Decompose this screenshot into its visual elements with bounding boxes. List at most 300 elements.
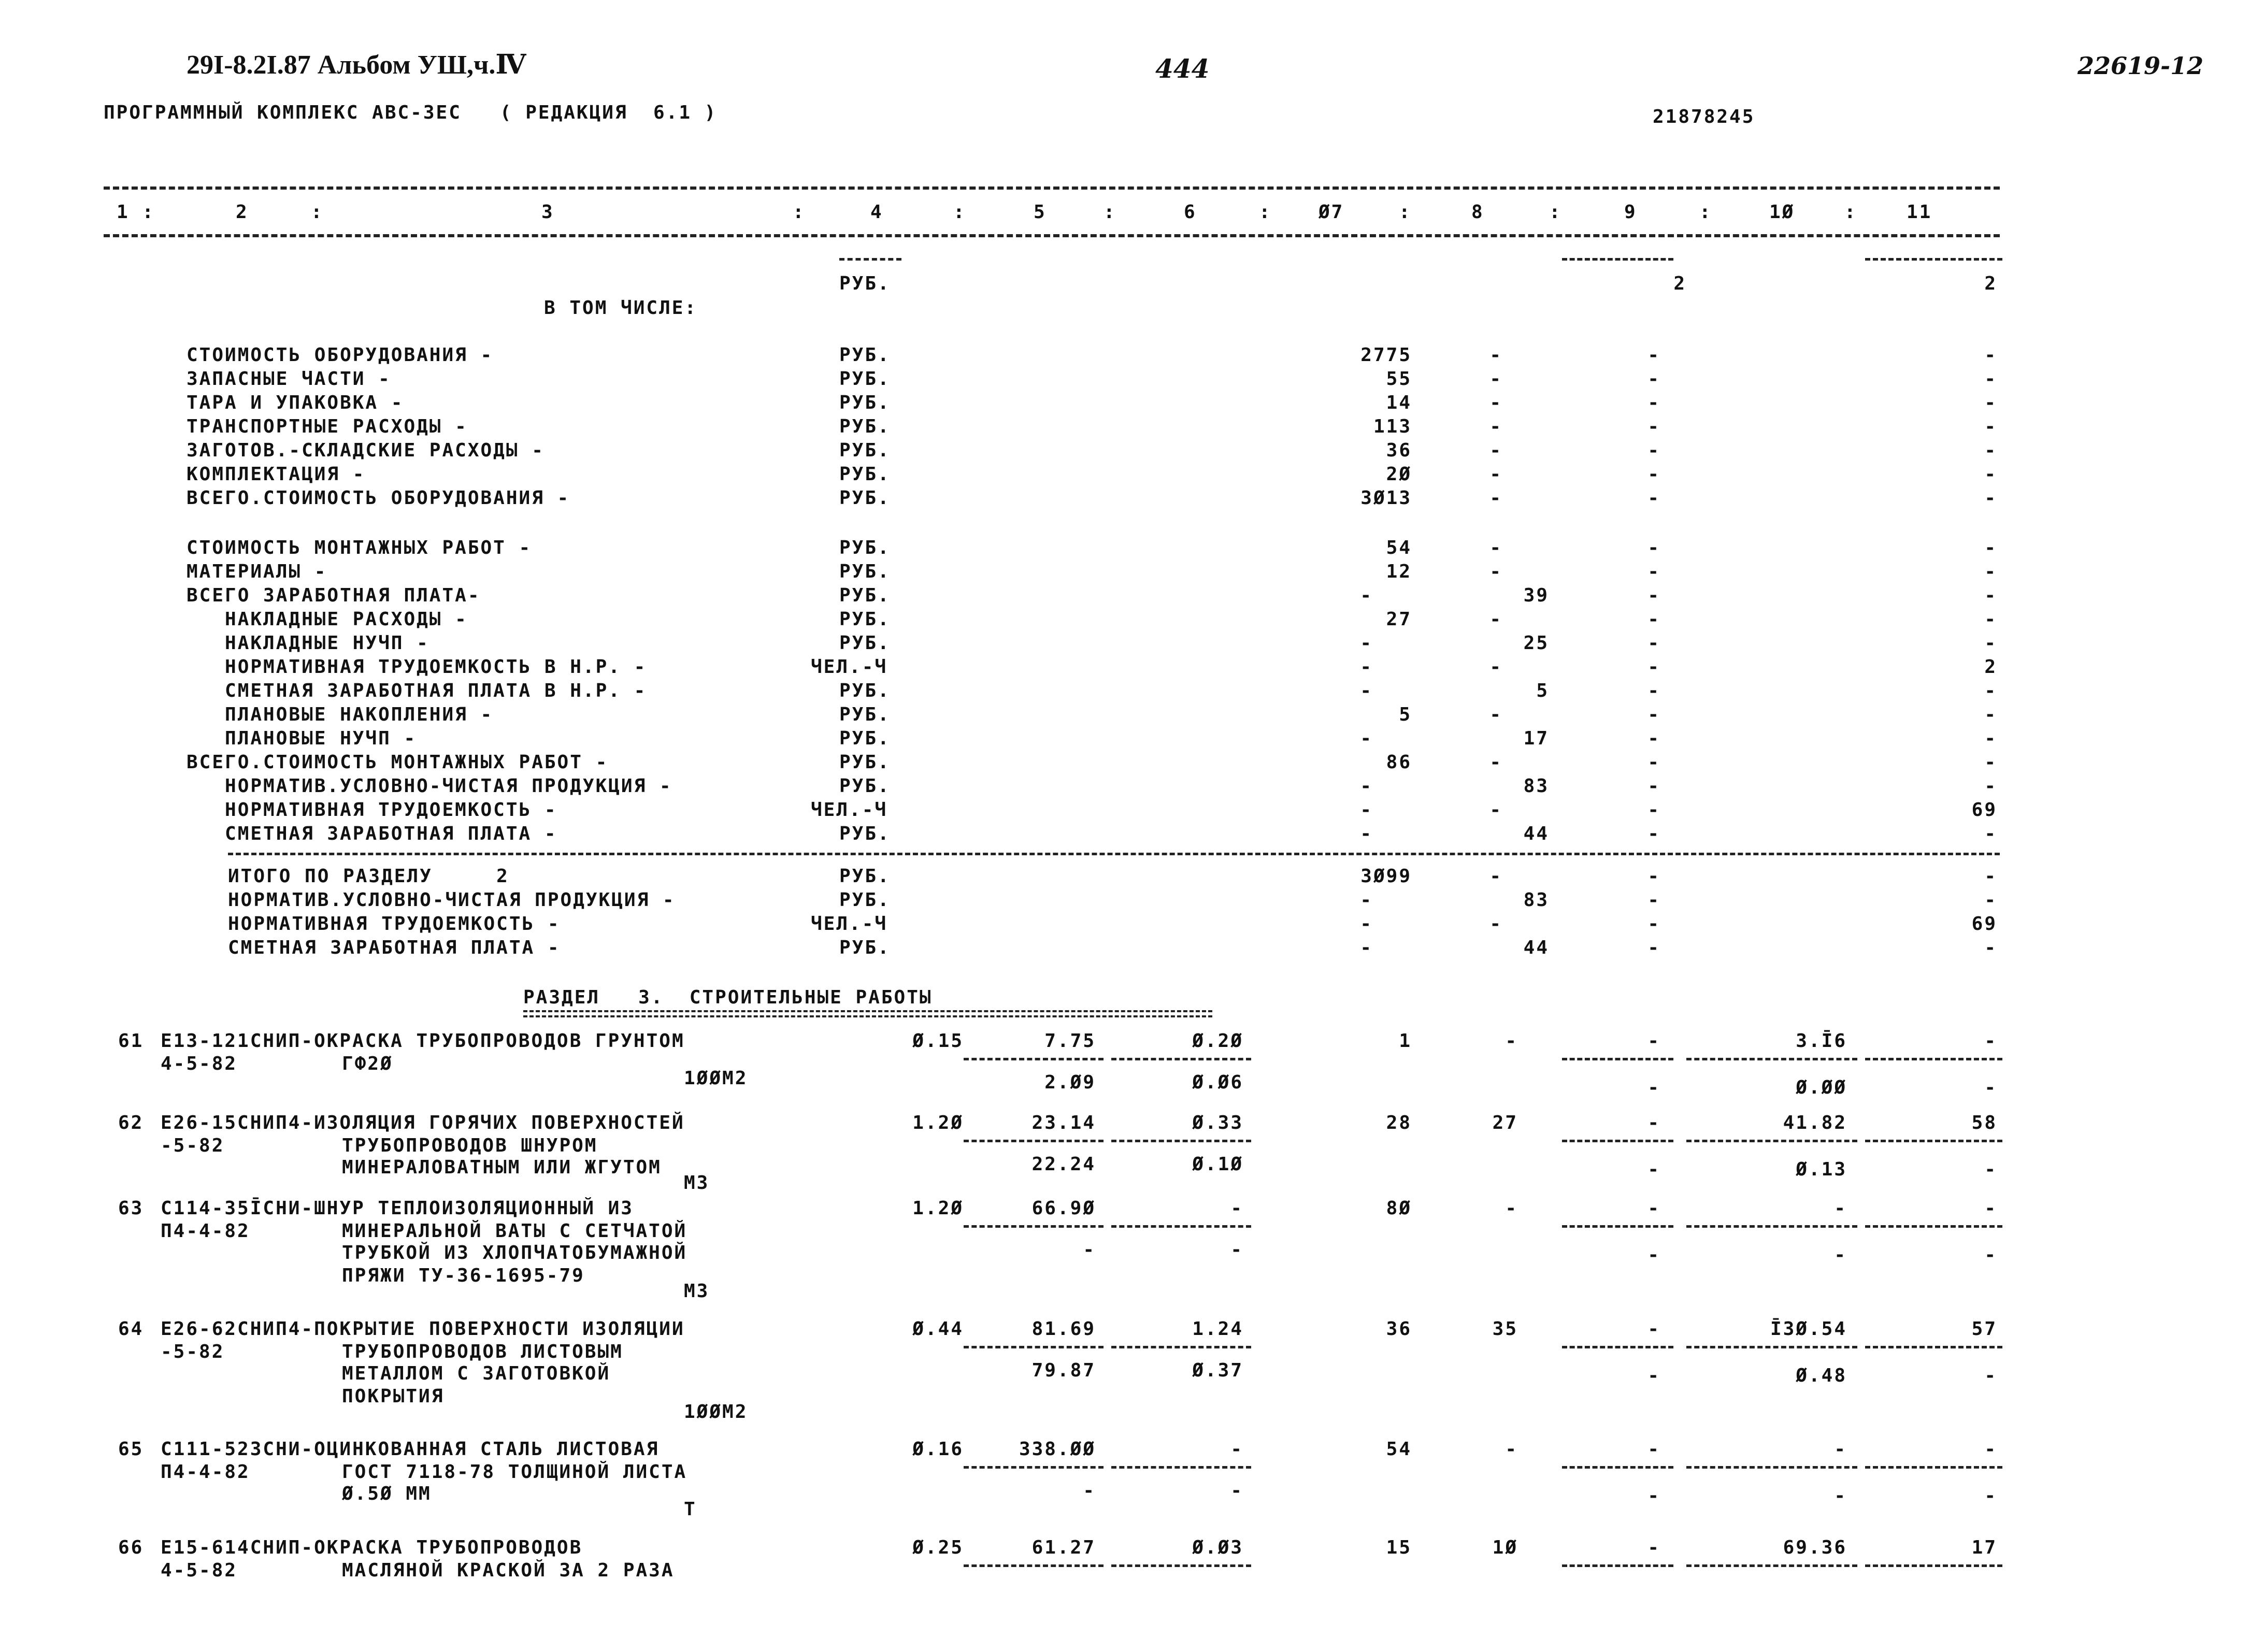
item-col7: 15 (1386, 1537, 1412, 1558)
item-description: ГОСТ 7118-78 ТОЛЩИНОЙ ЛИСТА (342, 1461, 687, 1483)
summary-col9: - (1647, 416, 1660, 437)
summary-unit: РУБ. (839, 823, 891, 844)
summary-col8: - (1489, 704, 1502, 725)
item-rule-col6 (1111, 1346, 1251, 1348)
column-header-cell: : (1399, 202, 1412, 223)
summary-unit: РУБ. (839, 344, 891, 366)
item-col6: Ø.33 (1192, 1112, 1243, 1133)
item-col5-sub: - (1083, 1239, 1096, 1260)
summary-col7: 27 (1386, 609, 1412, 630)
item-col10: Ī3Ø.54 (1770, 1318, 1847, 1340)
item-unit: Т (684, 1499, 697, 1520)
column-header-cell: : (1549, 202, 1562, 223)
item-col7: 8Ø (1386, 1198, 1412, 1219)
item-col7: 28 (1386, 1112, 1412, 1133)
item-col5: 338.ØØ (1019, 1439, 1096, 1460)
summary-unit: РУБ. (839, 752, 891, 773)
summary-col8: - (1489, 866, 1502, 887)
col9-rule (1562, 258, 1673, 261)
summary-col7: - (1360, 799, 1373, 821)
summary-label: ВСЕГО ЗАРАБОТНАЯ ПЛАТА- (187, 585, 481, 606)
item-col6-sub: Ø.1Ø (1192, 1154, 1243, 1175)
summary-col7: 113 (1373, 416, 1412, 437)
item-col9-sub: - (1647, 1159, 1660, 1180)
summary-label: ТАРА И УПАКОВКА - (187, 392, 404, 413)
item-rule-col10 (1686, 1346, 1857, 1348)
section3-title: РАЗДЕЛ 3. СТРОИТЕЛЬНЫЕ РАБОТЫ (523, 987, 933, 1008)
item-col8: - (1505, 1439, 1518, 1460)
summary-unit: РУБ. (839, 440, 891, 461)
summary-col9: - (1647, 537, 1660, 558)
summary-col8: 5 (1536, 680, 1549, 701)
summary-col11: - (1984, 585, 1997, 606)
summary-col7: - (1360, 823, 1373, 844)
item-title: Е26-62СНИП4-ПОКРЫТИЕ ПОВЕРХНОСТИ ИЗОЛЯЦИИ (161, 1318, 685, 1340)
item-description: МИНЕРАЛЬНОЙ ВАТЫ С СЕТЧАТОЙ (342, 1220, 687, 1242)
item-col10: 41.82 (1783, 1112, 1847, 1133)
summary-col7: 2Ø (1386, 464, 1412, 485)
summary-col11: - (1984, 561, 1997, 582)
item-col4: Ø.25 (912, 1537, 964, 1558)
summary-unit: РУБ. (839, 416, 891, 437)
document-id: 21878245 (1653, 106, 1755, 127)
item-rule-col6 (1111, 1140, 1251, 1142)
summary-label: МАТЕРИАЛЫ - (187, 561, 327, 582)
summary-col8: - (1489, 368, 1502, 390)
item-rule-col5 (964, 1466, 1104, 1469)
summary-col9: - (1647, 823, 1660, 844)
summary-col9: - (1647, 704, 1660, 725)
summary-col11: 69 (1971, 799, 1997, 821)
archive-stamp: 22619-12 (2077, 52, 2204, 80)
item-col4: Ø.15 (912, 1030, 964, 1052)
summary-col11: 69 (1971, 913, 1997, 935)
item-col8: 27 (1492, 1112, 1518, 1133)
item-col10: - (1834, 1439, 1847, 1460)
summary-col9: - (1647, 799, 1660, 821)
summary-unit: ЧЕЛ.-Ч (811, 913, 888, 935)
summary-col8: - (1489, 344, 1502, 366)
summary-col7: 55 (1386, 368, 1412, 390)
column-header-cell: 9 (1624, 202, 1637, 223)
item-description: ТРУБКОЙ ИЗ ХЛОПЧАТОБУМАЖНОЙ (342, 1242, 687, 1263)
item-col5-sub: - (1083, 1480, 1096, 1501)
summary-label: ВСЕГО.СТОИМОСТЬ ОБОРУДОВАНИЯ - (187, 487, 570, 509)
item-title: Е15-614СНИП-ОКРАСКА ТРУБОПРОВОДОВ (161, 1537, 583, 1558)
page-number: 444 (1155, 53, 1210, 84)
summary-col7: - (1360, 680, 1373, 701)
summary-col11: - (1984, 537, 1997, 558)
summary-unit: ЧЕЛ.-Ч (811, 656, 888, 678)
item-description: МИНЕРАЛОВАТНЫМ ИЛИ ЖГУТОМ (342, 1157, 662, 1178)
summary-label: КОМПЛЕКТАЦИЯ - (187, 464, 366, 485)
summary-col11: - (1984, 392, 1997, 413)
summary-col9: - (1647, 368, 1660, 390)
item-rule-col11 (1865, 1346, 2002, 1348)
item-col11: - (1984, 1439, 1997, 1460)
summary-unit: РУБ. (839, 633, 891, 654)
column-header-cell: 1 : (117, 202, 155, 223)
item-col6: 1.24 (1192, 1318, 1243, 1340)
item-col5-sub: 22.24 (1031, 1154, 1096, 1175)
column-header-cell: : (311, 202, 324, 223)
summary-col9: - (1647, 464, 1660, 485)
item-code: -5-82 (161, 1135, 225, 1156)
summary-col9: - (1647, 680, 1660, 701)
item-col9-sub: - (1647, 1077, 1660, 1098)
summary-col9: - (1647, 633, 1660, 654)
column-header-cell: : (953, 202, 966, 223)
summary-col8: - (1489, 537, 1502, 558)
section3-underline (523, 1010, 1212, 1017)
item-col9: - (1647, 1112, 1660, 1133)
summary-label: СТОИМОСТЬ ОБОРУДОВАНИЯ - (187, 344, 494, 366)
summary-col11: - (1984, 704, 1997, 725)
summary-col7: - (1360, 889, 1373, 911)
item-code: П4-4-82 (161, 1220, 250, 1242)
item-col11: 58 (1971, 1112, 1997, 1133)
item-col9: - (1647, 1439, 1660, 1460)
item-col7: 1 (1399, 1030, 1412, 1052)
summary-label: ТРАНСПОРТНЫЕ РАСХОДЫ - (187, 416, 468, 437)
summary-unit: РУБ. (839, 889, 891, 911)
summary-label: НАКЛАДНЫЕ РАСХОДЫ - (187, 609, 468, 630)
item-col5: 66.9Ø (1031, 1198, 1096, 1219)
summary-label: ЗАПАСНЫЕ ЧАСТИ - (187, 368, 391, 390)
summary-col7: 36 (1386, 440, 1412, 461)
item-rule-col11 (1865, 1466, 2002, 1469)
item-description: Ø.5Ø ММ (342, 1483, 432, 1504)
item-description: МЕТАЛЛОМ С ЗАГОТОВКОЙ (342, 1363, 611, 1384)
item-col8: - (1505, 1198, 1518, 1219)
item-col6-sub: Ø.37 (1192, 1360, 1243, 1381)
item-rule-col10 (1686, 1466, 1857, 1469)
item-title: С111-523СНИ-ОЦИНКОВАННАЯ СТАЛЬ ЛИСТОВАЯ (161, 1439, 660, 1460)
item-col11: 57 (1971, 1318, 1997, 1340)
summary-label: НОРМАТИВНАЯ ТРУДОЕМКОСТЬ В Н.Р. - (187, 656, 647, 678)
summary-unit: РУБ. (839, 680, 891, 701)
item-col4: Ø.16 (912, 1439, 964, 1460)
item-rule-col5 (964, 1225, 1104, 1228)
item-rule-col5 (964, 1346, 1104, 1348)
summary-col11: - (1984, 368, 1997, 390)
summary-col11: - (1984, 464, 1997, 485)
item-number: 63 (118, 1198, 144, 1219)
item-rule-col6 (1111, 1225, 1251, 1228)
column-header-cell: : (1104, 202, 1116, 223)
summary-col11: - (1984, 775, 1997, 797)
item-col5: 23.14 (1031, 1112, 1096, 1133)
header-top-rule (104, 186, 2000, 190)
summary-col9: - (1647, 656, 1660, 678)
item-number: 62 (118, 1112, 144, 1133)
summary-col7: - (1360, 633, 1373, 654)
summary-col8: - (1489, 464, 1502, 485)
summary-col9: - (1647, 561, 1660, 582)
item-col7: 54 (1386, 1439, 1412, 1460)
column-header-cell: 6 (1184, 202, 1197, 223)
column-header-cell: : (1699, 202, 1712, 223)
item-col6-sub: - (1230, 1480, 1243, 1501)
item-rule-col9 (1562, 1058, 1673, 1060)
summary-label: НАКЛАДНЫЕ НУЧП - (187, 633, 429, 654)
summary-col7: - (1360, 728, 1373, 749)
item-col11-sub: - (1984, 1159, 1997, 1180)
item-col8: 1Ø (1492, 1537, 1518, 1558)
item-col6: - (1230, 1198, 1243, 1219)
item-rule-col9 (1562, 1466, 1673, 1469)
item-title: Е13-121СНИП-ОКРАСКА ТРУБОПРОВОДОВ ГРУНТОМ (161, 1030, 685, 1052)
summary-unit: РУБ. (839, 775, 891, 797)
summary-unit: РУБ. (839, 937, 891, 958)
item-col9: - (1647, 1030, 1660, 1052)
item-col11-sub: - (1984, 1077, 1997, 1098)
summary-label: ВСЕГО.СТОИМОСТЬ МОНТАЖНЫХ РАБОТ - (187, 752, 609, 773)
column-header-cell: 3 (541, 202, 554, 223)
summary-col11: - (1984, 487, 1997, 509)
item-col5: 61.27 (1031, 1537, 1096, 1558)
summary-col11: 2 (1984, 656, 1997, 678)
item-col10-sub: - (1834, 1244, 1847, 1266)
item-col10-sub: Ø.13 (1796, 1159, 1847, 1180)
item-col11: - (1984, 1030, 1997, 1052)
summary-col8: 44 (1523, 823, 1549, 844)
summary-col9: - (1647, 344, 1660, 366)
item-col4: 1.2Ø (912, 1112, 964, 1133)
column-header-cell: 2 (236, 202, 249, 223)
item-rule-col5 (964, 1140, 1104, 1142)
item-col5-sub: 2.Ø9 (1044, 1072, 1096, 1093)
summary-col9: - (1647, 775, 1660, 797)
summary-col11: - (1984, 440, 1997, 461)
item-unit: М3 (684, 1172, 710, 1194)
item-col9: - (1647, 1198, 1660, 1219)
summary-col9: - (1647, 728, 1660, 749)
item-col9: - (1647, 1318, 1660, 1340)
column-header-cell: : (1844, 202, 1857, 223)
item-col10-sub: Ø.ØØ (1796, 1077, 1847, 1098)
summary-col8: 44 (1523, 937, 1549, 958)
unit-rule (839, 258, 901, 261)
summary-col11: - (1984, 416, 1997, 437)
item-rule-col9 (1562, 1140, 1673, 1142)
item-description: ТРУБОПРОВОДОВ ШНУРОМ (342, 1135, 598, 1156)
summary-label: СМЕТНАЯ ЗАРАБОТНАЯ ПЛАТА В Н.Р. - (187, 680, 647, 701)
unit-label: РУБ. (839, 273, 891, 294)
item-col8: - (1505, 1030, 1518, 1052)
item-col5: 7.75 (1044, 1030, 1096, 1052)
summary-label: СТОИМОСТЬ МОНТАЖНЫХ РАБОТ - (187, 537, 532, 558)
summary-col7: - (1360, 913, 1373, 935)
summary-label: ПЛАНОВЫЕ НУЧП - (187, 728, 417, 749)
including-label: В ТОМ ЧИСЛЕ: (544, 297, 698, 319)
item-number: 61 (118, 1030, 144, 1052)
summary-col8: - (1489, 561, 1502, 582)
item-rule-col11 (1865, 1140, 2002, 1142)
item-col11-sub: - (1984, 1485, 1997, 1506)
column-header-cell: 1Ø (1769, 202, 1795, 223)
item-title: С114-35ĪСНИ-ШНУР ТЕПЛОИЗОЛЯЦИОННЫЙ ИЗ (161, 1198, 634, 1219)
item-col6: Ø.Ø3 (1192, 1537, 1243, 1558)
summary-label: СМЕТНАЯ ЗАРАБОТНАЯ ПЛАТА - (187, 823, 557, 844)
item-col6-sub: Ø.Ø6 (1192, 1072, 1243, 1093)
summary-col8: 39 (1523, 585, 1549, 606)
summary-col9: - (1647, 913, 1660, 935)
summary-col7: 3Ø13 (1360, 487, 1412, 509)
summary-col7: 3Ø99 (1360, 866, 1412, 887)
item-col4: Ø.44 (912, 1318, 964, 1340)
summary-unit: РУБ. (839, 609, 891, 630)
summary-unit: РУБ. (839, 728, 891, 749)
summary-col8: - (1489, 609, 1502, 630)
summary-col11: - (1984, 633, 1997, 654)
item-rule-col10 (1686, 1225, 1857, 1228)
section-total-rule (228, 853, 2000, 855)
item-rule-col6 (1111, 1564, 1251, 1567)
item-col9-sub: - (1647, 1244, 1660, 1266)
item-number: 65 (118, 1439, 144, 1460)
summary-label: ПЛАНОВЫЕ НАКОПЛЕНИЯ - (187, 704, 494, 725)
item-col11: 17 (1971, 1537, 1997, 1558)
summary-col7: - (1360, 585, 1373, 606)
col11-rule (1865, 258, 2002, 261)
item-col8: 35 (1492, 1318, 1518, 1340)
summary-col8: - (1489, 799, 1502, 821)
summary-col8: 83 (1523, 775, 1549, 797)
item-rule-col5 (964, 1564, 1104, 1567)
summary-col8: - (1489, 392, 1502, 413)
summary-unit: ЧЕЛ.-Ч (811, 799, 888, 821)
summary-col11: - (1984, 344, 1997, 366)
item-rule-col11 (1865, 1058, 2002, 1060)
col9-value: 2 (1673, 273, 1686, 294)
summary-col8: - (1489, 416, 1502, 437)
summary-col9: - (1647, 889, 1660, 911)
summary-col8: - (1489, 913, 1502, 935)
column-header-cell: 4 (870, 202, 883, 223)
item-col11: - (1984, 1198, 1997, 1219)
summary-col11: - (1984, 680, 1997, 701)
summary-label: НОРМАТИВНАЯ ТРУДОЕМКОСТЬ - (187, 799, 557, 821)
item-rule-col10 (1686, 1140, 1857, 1142)
item-col11-sub: - (1984, 1244, 1997, 1266)
summary-col9: - (1647, 752, 1660, 773)
item-unit: М3 (684, 1281, 710, 1302)
summary-col8: 83 (1523, 889, 1549, 911)
col11-value: 2 (1984, 273, 1997, 294)
summary-col7: 86 (1386, 752, 1412, 773)
item-description: МАСЛЯНОЙ КРАСКОЙ ЗА 2 РАЗА (342, 1560, 675, 1581)
column-header-cell: 5 (1034, 202, 1047, 223)
item-col9: - (1647, 1537, 1660, 1558)
item-unit: 1ØØМ2 (684, 1068, 748, 1089)
summary-col11: - (1984, 937, 1997, 958)
item-rule-col9 (1562, 1346, 1673, 1348)
column-header-cell: : (1259, 202, 1272, 223)
summary-col8: - (1489, 656, 1502, 678)
item-unit: 1ØØМ2 (684, 1401, 748, 1423)
summary-col9: - (1647, 937, 1660, 958)
summary-col9: - (1647, 585, 1660, 606)
item-col5: 81.69 (1031, 1318, 1096, 1340)
summary-unit: РУБ. (839, 704, 891, 725)
item-description: ТРУБОПРОВОДОВ ЛИСТОВЫМ (342, 1341, 623, 1362)
item-description: ГФ2Ø (342, 1053, 393, 1074)
item-col4: 1.2Ø (912, 1198, 964, 1219)
summary-unit: РУБ. (839, 464, 891, 485)
program-line: ПРОГРАММНЫЙ КОМПЛЕКС АВС-3ЕС ( РЕДАКЦИЯ 6.1 ) (104, 102, 718, 123)
summary-unit: РУБ. (839, 368, 891, 390)
header-bottom-rule (104, 234, 2000, 237)
item-code: П4-4-82 (161, 1461, 250, 1483)
summary-col11: - (1984, 866, 1997, 887)
summary-col7: 12 (1386, 561, 1412, 582)
summary-col7: 14 (1386, 392, 1412, 413)
summary-col8: - (1489, 752, 1502, 773)
summary-col11: - (1984, 823, 1997, 844)
summary-col7: - (1360, 775, 1373, 797)
summary-col7: 2775 (1360, 344, 1412, 366)
item-col9-sub: - (1647, 1365, 1660, 1386)
item-rule-col10 (1686, 1058, 1857, 1060)
item-col6: - (1230, 1439, 1243, 1460)
summary-label: ЗАГОТОВ.-СКЛАДСКИЕ РАСХОДЫ - (187, 440, 544, 461)
summary-unit: РУБ. (839, 392, 891, 413)
summary-unit: РУБ. (839, 537, 891, 558)
item-col6: Ø.2Ø (1192, 1030, 1243, 1052)
summary-unit: РУБ. (839, 487, 891, 509)
summary-col11: - (1984, 752, 1997, 773)
summary-unit: РУБ. (839, 866, 891, 887)
summary-col9: - (1647, 866, 1660, 887)
summary-col7: 5 (1399, 704, 1412, 725)
summary-label: ИТОГО ПО РАЗДЕЛУ 2 (228, 866, 509, 887)
item-description: ПРЯЖИ ТУ-36-1695-79 (342, 1265, 585, 1286)
item-rule-col11 (1865, 1225, 2002, 1228)
summary-col11: - (1984, 609, 1997, 630)
summary-col9: - (1647, 609, 1660, 630)
summary-col9: - (1647, 440, 1660, 461)
item-col10: 69.36 (1783, 1537, 1847, 1558)
column-header-cell: Ø7 (1319, 202, 1344, 223)
summary-col8: 17 (1523, 728, 1549, 749)
summary-col9: - (1647, 392, 1660, 413)
summary-col7: - (1360, 937, 1373, 958)
summary-unit: РУБ. (839, 561, 891, 582)
item-rule-col11 (1865, 1564, 2002, 1567)
item-col9-sub: - (1647, 1485, 1660, 1506)
summary-col7: 54 (1386, 537, 1412, 558)
summary-unit: РУБ. (839, 585, 891, 606)
summary-col9: - (1647, 487, 1660, 509)
item-rule-col10 (1686, 1564, 1857, 1567)
item-col10: 3.Ī6 (1796, 1030, 1847, 1052)
summary-col7: - (1360, 656, 1373, 678)
summary-label: СМЕТНАЯ ЗАРАБОТНАЯ ПЛАТА - (228, 937, 561, 958)
item-rule-col6 (1111, 1058, 1251, 1060)
item-rule-col9 (1562, 1564, 1673, 1567)
summary-label: НОРМАТИВ.УСЛОВНО-ЧИСТАЯ ПРОДУКЦИЯ - (187, 775, 672, 797)
item-col6-sub: - (1230, 1239, 1243, 1260)
item-code: 4-5-82 (161, 1053, 238, 1074)
item-col10: - (1834, 1198, 1847, 1219)
item-col5-sub: 79.87 (1031, 1360, 1096, 1381)
summary-label: НОРМАТИВ.УСЛОВНО-ЧИСТАЯ ПРОДУКЦИЯ - (228, 889, 676, 911)
item-rule-col9 (1562, 1225, 1673, 1228)
item-title: Е26-15СНИП4-ИЗОЛЯЦИЯ ГОРЯЧИХ ПОВЕРХНОСТЕЙ (161, 1112, 685, 1133)
summary-label: НОРМАТИВНАЯ ТРУДОЕМКОСТЬ - (228, 913, 561, 935)
column-header-cell: 11 (1907, 202, 1932, 223)
